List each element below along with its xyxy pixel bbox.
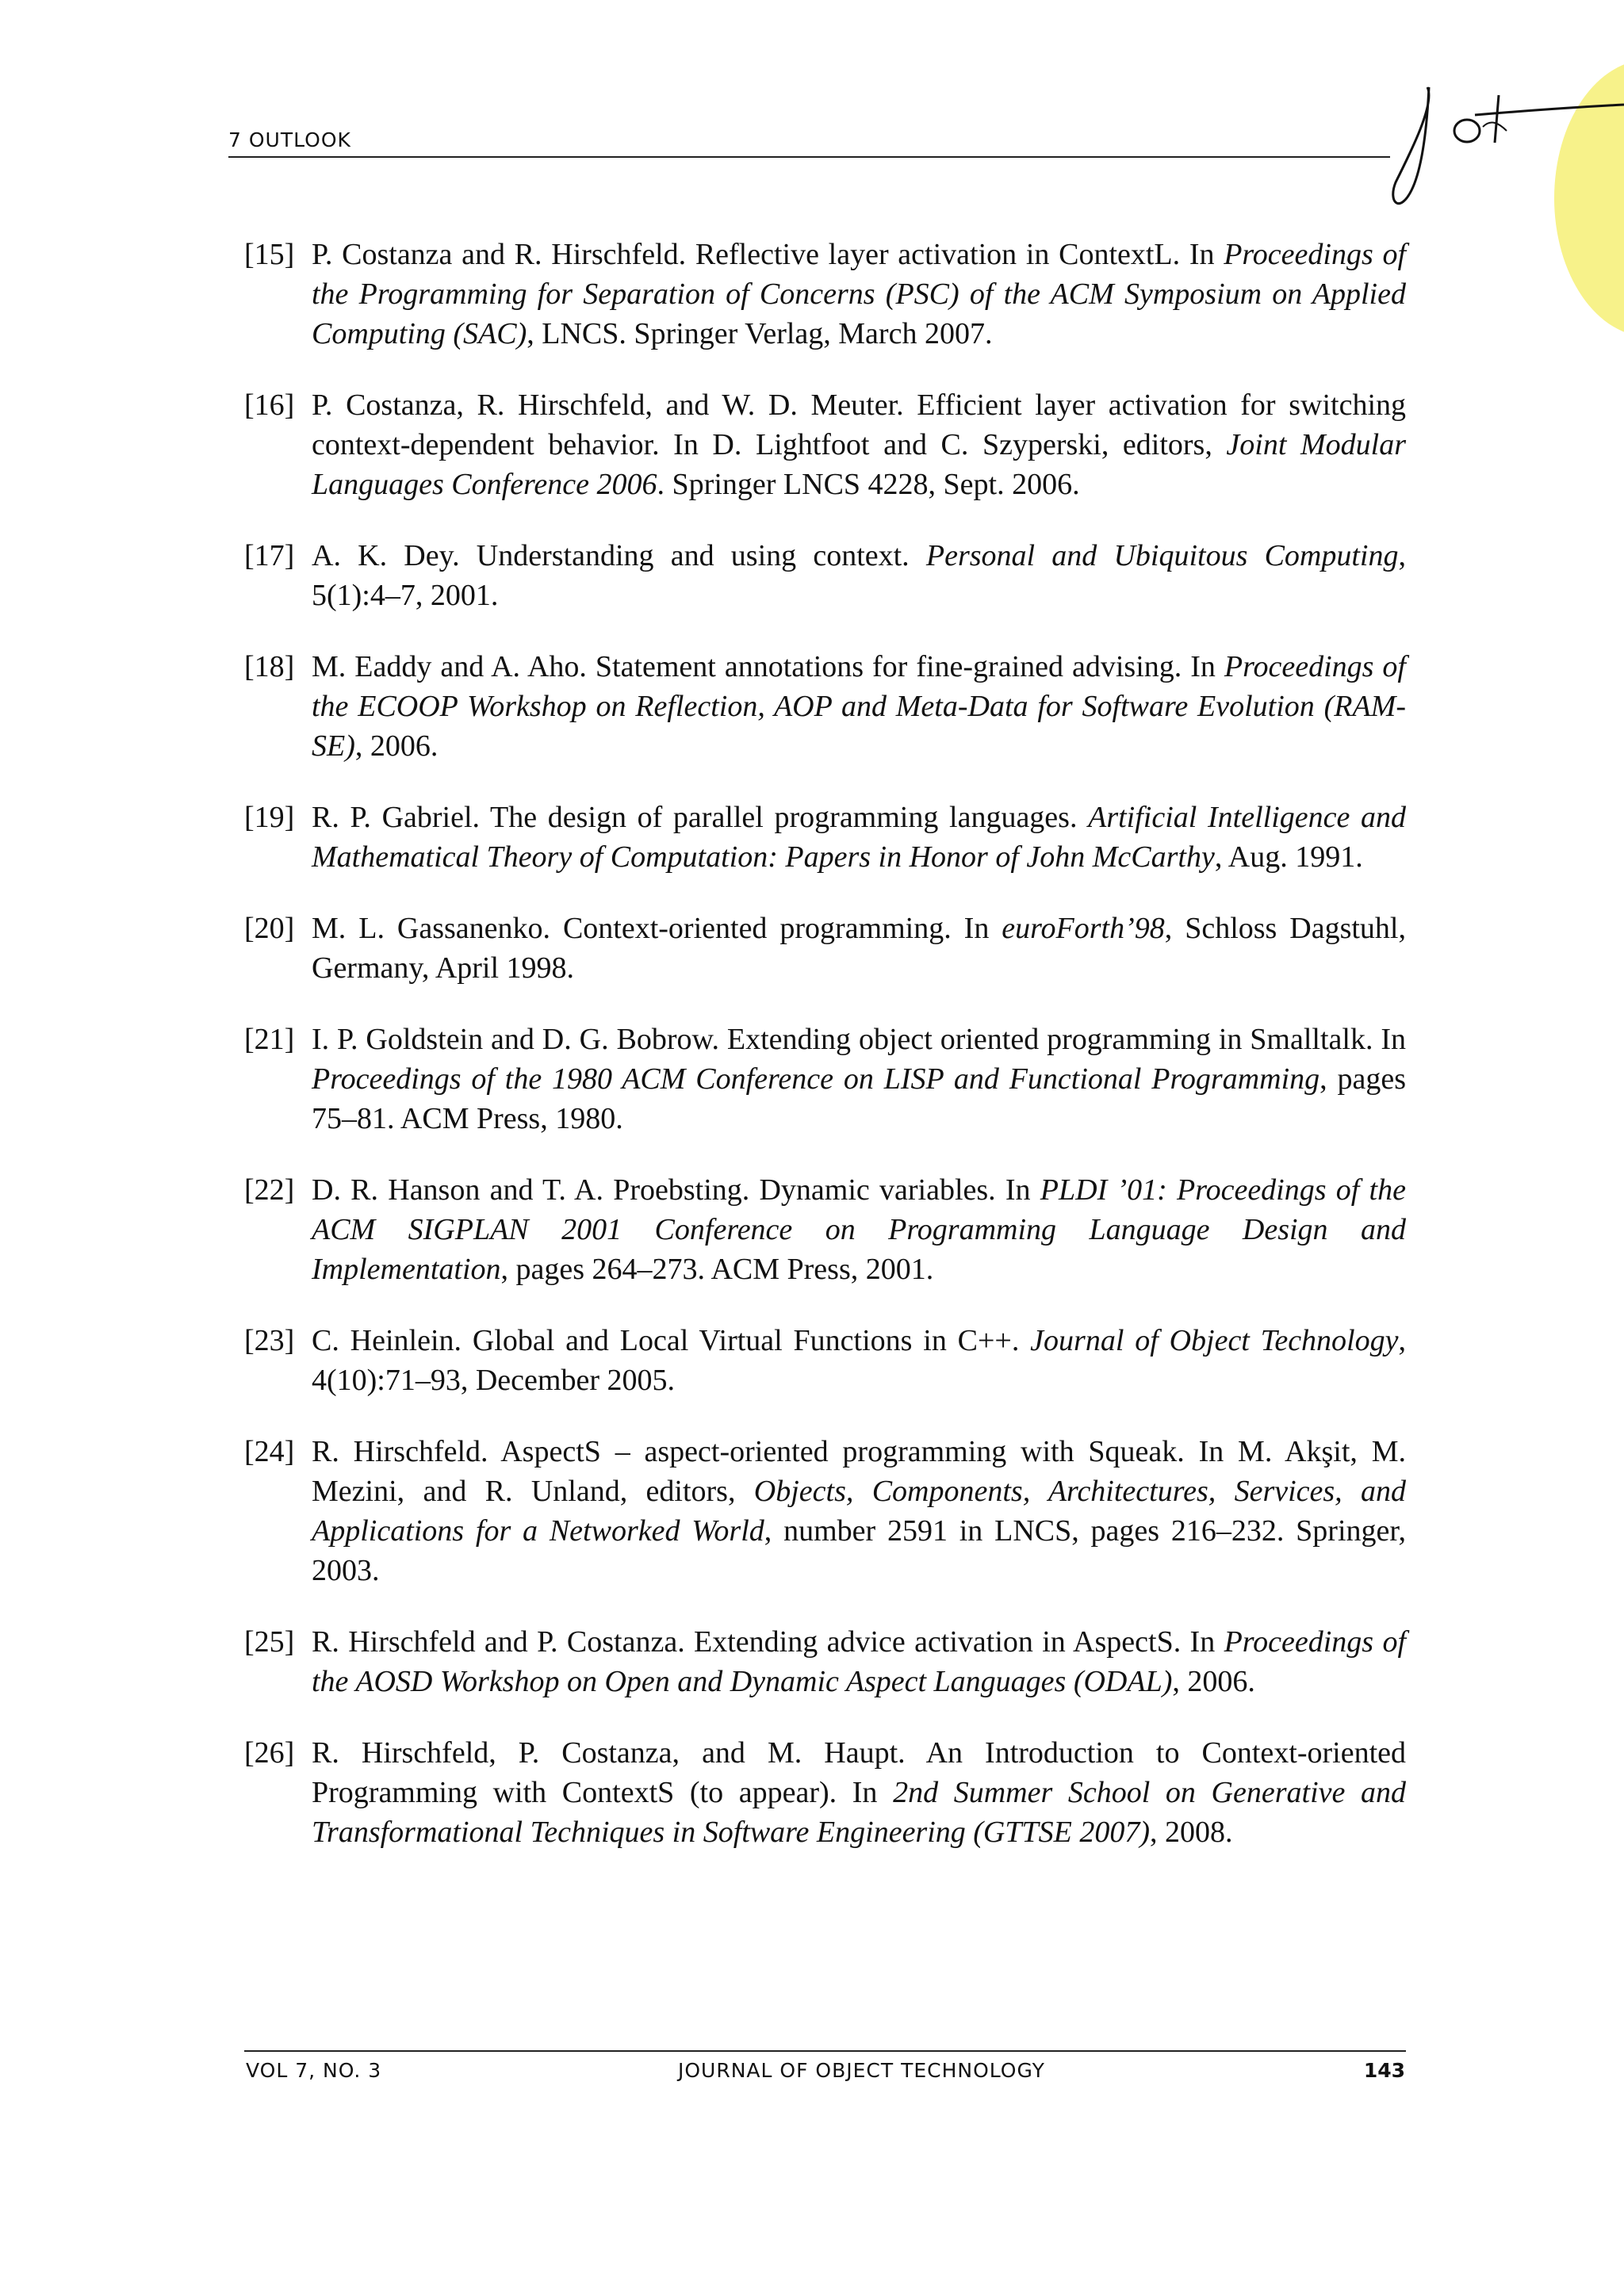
reference-text: P. Costanza, R. Hirschfeld, and W. D. Meuter. Efficient layer activation for switching context-dependent behavior. In D. Lightfoot and C. Szyperski, editors, <box>312 388 1406 461</box>
reference-number: [19] <box>244 801 295 834</box>
footer-journal: JOURNAL OF OBJECT TECHNOLOGY <box>678 2059 1045 2082</box>
reference-text: I. P. Goldstein and D. G. Bobrow. Extending object oriented programming in Smalltalk. In <box>312 1023 1406 1056</box>
reference-venue: Proceedings of the ECOOP Workshop on Reflection, AOP and Meta-Data for Software Evolution (RAM-SE) <box>312 650 1406 763</box>
reference-number: [23] <box>244 1324 295 1357</box>
reference-text: , number 2591 in LNCS, pages 216–232. Springer, 2003. <box>312 1514 1406 1587</box>
reference-number: [18] <box>244 650 295 683</box>
reference-number: [16] <box>244 388 295 422</box>
reference-venue: Journal of Object Technology <box>1030 1324 1399 1357</box>
reference-text: , 2008. <box>1150 1816 1233 1849</box>
reference-text: R. Hirschfeld. AspectS – aspect-oriented programming with Squeak. In M. Akşit, M. Mezini, and R. Unland, editors, <box>312 1435 1406 1508</box>
header-rule <box>228 156 1390 158</box>
reference-entry <box>244 1321 1406 1400</box>
reference-text: , Aug. 1991. <box>1214 840 1363 874</box>
reference-number: [17] <box>244 539 295 572</box>
reference-text: M. Eaddy and A. Aho. Statement annotations for fine-grained advising. In <box>312 650 1224 683</box>
reference-text: , LNCS. Springer Verlag, March 2007. <box>527 317 993 350</box>
page-number: 143 <box>1363 2059 1405 2082</box>
reference-entry <box>244 1432 1406 1590</box>
reference-entry <box>244 1733 1406 1852</box>
reference-venue: Joint Modular Languages Conference 2006 <box>312 428 1406 501</box>
reference-entry <box>244 385 1406 504</box>
reference-text: , 2006. <box>1172 1665 1255 1698</box>
reference-entry <box>244 909 1406 988</box>
reference-text: , 5(1):4–7, 2001. <box>312 539 1406 612</box>
reference-entry <box>244 798 1406 877</box>
reference-entry <box>244 647 1406 766</box>
reference-venue: PLDI ’01: Proceedings of the ACM SIGPLAN 2001 Conference on Programming Language Design and Implementation <box>312 1173 1406 1286</box>
reference-number: [20] <box>244 912 295 945</box>
running-head: 7 OUTLOOK <box>228 128 351 151</box>
footer-rule <box>244 2050 1406 2052</box>
reference-text: R. Hirschfeld, P. Costanza, and M. Haupt. An Introduction to Context-oriented Programming with ContextS (to appear). In <box>312 1736 1406 1809</box>
reference-entry <box>244 235 1406 354</box>
reference-text: , Schloss Dagstuhl, Germany, April 1998. <box>312 912 1406 985</box>
reference-venue: euroForth’98 <box>1002 912 1165 945</box>
reference-text: D. R. Hanson and T. A. Proebsting. Dynamic variables. In <box>312 1173 1040 1207</box>
reference-venue: Artificial Intelligence and Mathematical Theory of Computation: Papers in Honor of John McCarthy <box>312 801 1407 874</box>
reference-venue: Proceedings of the Programming for Separation of Concerns (PSC) of the ACM Symposium on Applied Computing (SAC) <box>312 238 1406 350</box>
reference-text: R. P. Gabriel. The design of parallel programming languages. <box>312 801 1089 834</box>
reference-number: [22] <box>244 1173 295 1207</box>
reference-text: P. Costanza and R. Hirschfeld. Reflective layer activation in ContextL. In <box>312 238 1224 271</box>
reference-entry <box>244 1170 1406 1289</box>
reference-entry <box>244 536 1406 615</box>
reference-entry <box>244 1020 1406 1138</box>
reference-text: , 2006. <box>354 729 439 763</box>
reference-number: [26] <box>244 1736 295 1770</box>
reference-number: [24] <box>244 1435 295 1468</box>
reference-list <box>244 235 1406 1884</box>
reference-number: [25] <box>244 1625 295 1659</box>
reference-venue: Proceedings of the AOSD Workshop on Open and Dynamic Aspect Languages (ODAL) <box>312 1625 1406 1698</box>
reference-number: [21] <box>244 1023 295 1056</box>
reference-venue: Objects, Components, Architectures, Services, and Applications for a Networked World <box>312 1475 1407 1548</box>
reference-venue: Proceedings of the 1980 ACM Conference on LISP and Functional Programming <box>312 1062 1320 1096</box>
reference-text: , pages 75–81. ACM Press, 1980. <box>312 1062 1406 1135</box>
reference-text: A. K. Dey. Understanding and using context. <box>312 539 926 572</box>
reference-venue: Personal and Ubiquitous Computing <box>925 539 1399 572</box>
jot-logo-icon <box>1380 55 1624 238</box>
reference-text: , 4(10):71–93, December 2005. <box>312 1324 1406 1397</box>
reference-entry <box>244 1622 1406 1701</box>
footer-volume: VOL 7, NO. 3 <box>246 2059 382 2082</box>
reference-text: . Springer LNCS 4228, Sept. 2006. <box>657 468 1080 501</box>
reference-text: R. Hirschfeld and P. Costanza. Extending advice activation in AspectS. In <box>312 1625 1224 1659</box>
reference-text: M. L. Gassanenko. Context-oriented programming. In <box>312 912 1002 945</box>
reference-text: , pages 264–273. ACM Press, 2001. <box>500 1253 934 1286</box>
reference-text: C. Heinlein. Global and Local Virtual Functions in C++. <box>312 1324 1031 1357</box>
reference-number: [15] <box>244 238 295 271</box>
reference-venue: 2nd Summer School on Generative and Transformational Techniques in Software Engineering (GTTSE 2007) <box>312 1776 1406 1849</box>
